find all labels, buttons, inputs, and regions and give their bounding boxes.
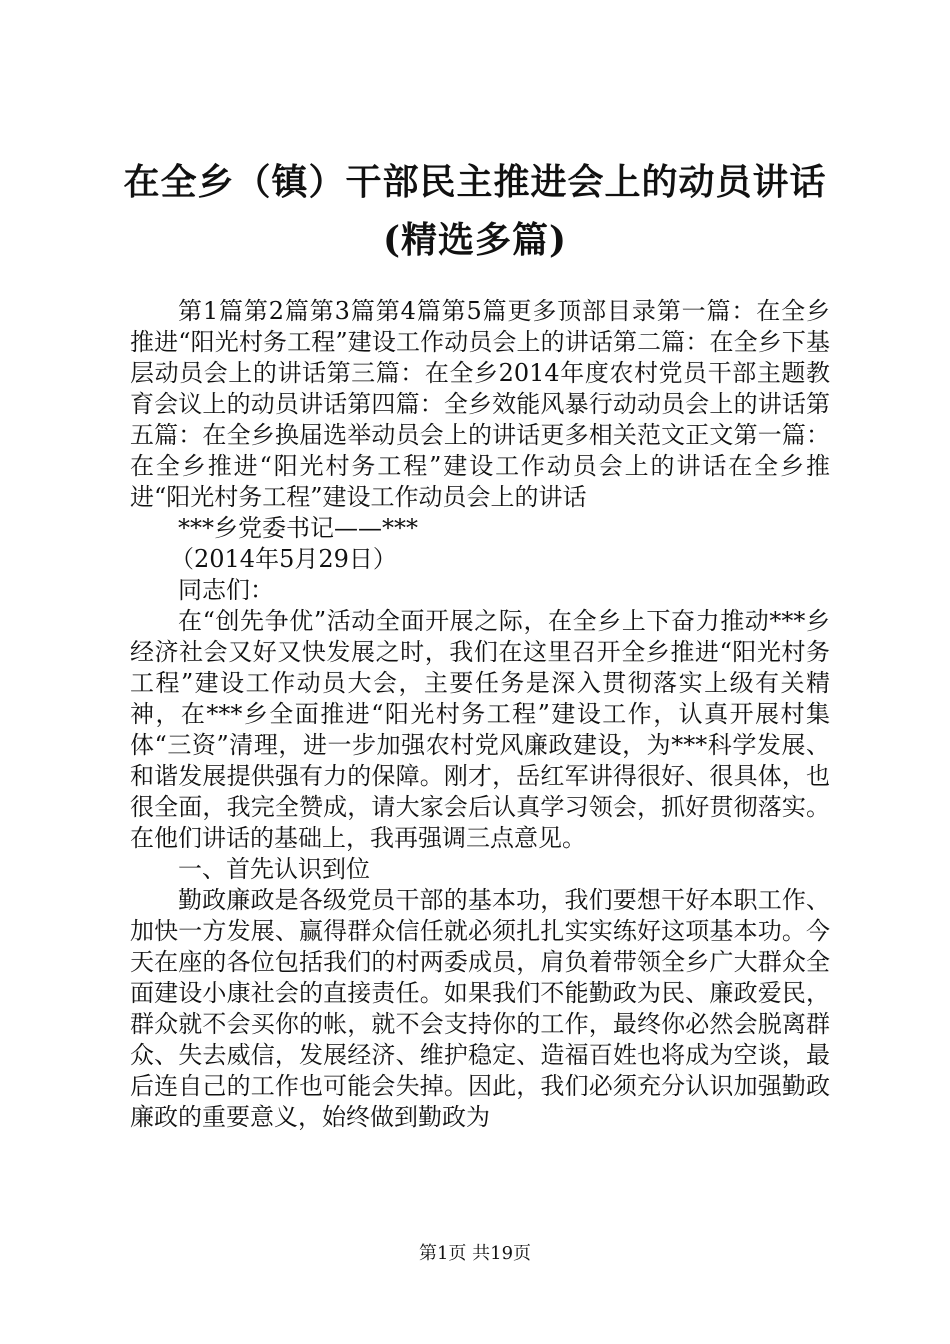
document-body xyxy=(130,296,830,1133)
paragraph-toc: 第1篇第2篇第3篇第4篇第5篇更多顶部目录第一篇：在全乡推进“阳光村务工程”建设工作动员会上的讲话第二篇：在全乡下基层动员会上的讲话第三篇：在全乡2014年度农村党员干部主题教育会议上的动员讲话第四篇：全乡效能风暴行动动员会上的讲话第五篇：在全乡换届选举动员会上的讲话更多相关范文正文第一篇：在全乡推进“阳光村务工程”建设工作动员会上的讲话在全乡推进“阳光村务工程”建设工作动员会上的讲话 xyxy=(130,297,830,511)
paragraph-date: （2014年5月29日） xyxy=(170,545,397,573)
paragraph-speaker: ***乡党委书记——*** xyxy=(178,514,418,542)
document-subtitle: (精选多篇) xyxy=(382,219,568,261)
paragraph-salutation: 同志们： xyxy=(178,576,274,604)
paragraph-intro: 在“创先争优”活动全面开展之际，在全乡上下奋力推动***乡经济社会又好又快发展之时，我们在这里召开全乡推进“阳光村务工程”建设工作动员大会，主要任务是深入贯彻落实上级有关精神，在***乡全面推进“阳光村务工程”建设工作，认真开展村集体“三资”清理，进一步加强农村党风廉政建设，为***科学发展、和谐发展提供强有力的保障。刚才，岳红军讲得很好、很具体，也很全面，我完全赞成，请大家会后认真学习领会，抓好贯彻落实。在他们讲话的基础上，我再强调三点意见。 xyxy=(130,607,830,852)
section-heading: 一、首先认识到位 xyxy=(178,855,370,883)
page-footer: 第1页 共19页 xyxy=(418,1243,532,1264)
paragraph-section-1: 勤政廉政是各级党员干部的基本功，我们要想干好本职工作、加快一方发展、赢得群众信任就必须扎扎实实练好这项基本功。今天在座的各位包括我们的村两委成员，肩负着带领全乡广大群众全面建设小康社会的直接责任。如果我们不能勤政为民、廉政爱民，群众就不会买你的帐，就不会支持你的工作，最终你必然会脱离群众、失去威信，发展经济、维护稳定、造福百姓也将成为空谈，最后连自己的工作也可能会失掉。因此，我们必须充分认识加强勤政廉政的重要意义，始终做到勤政为 xyxy=(130,886,830,1131)
document-title: 在全乡（镇）干部民主推进会上的动员讲话 xyxy=(123,161,827,203)
